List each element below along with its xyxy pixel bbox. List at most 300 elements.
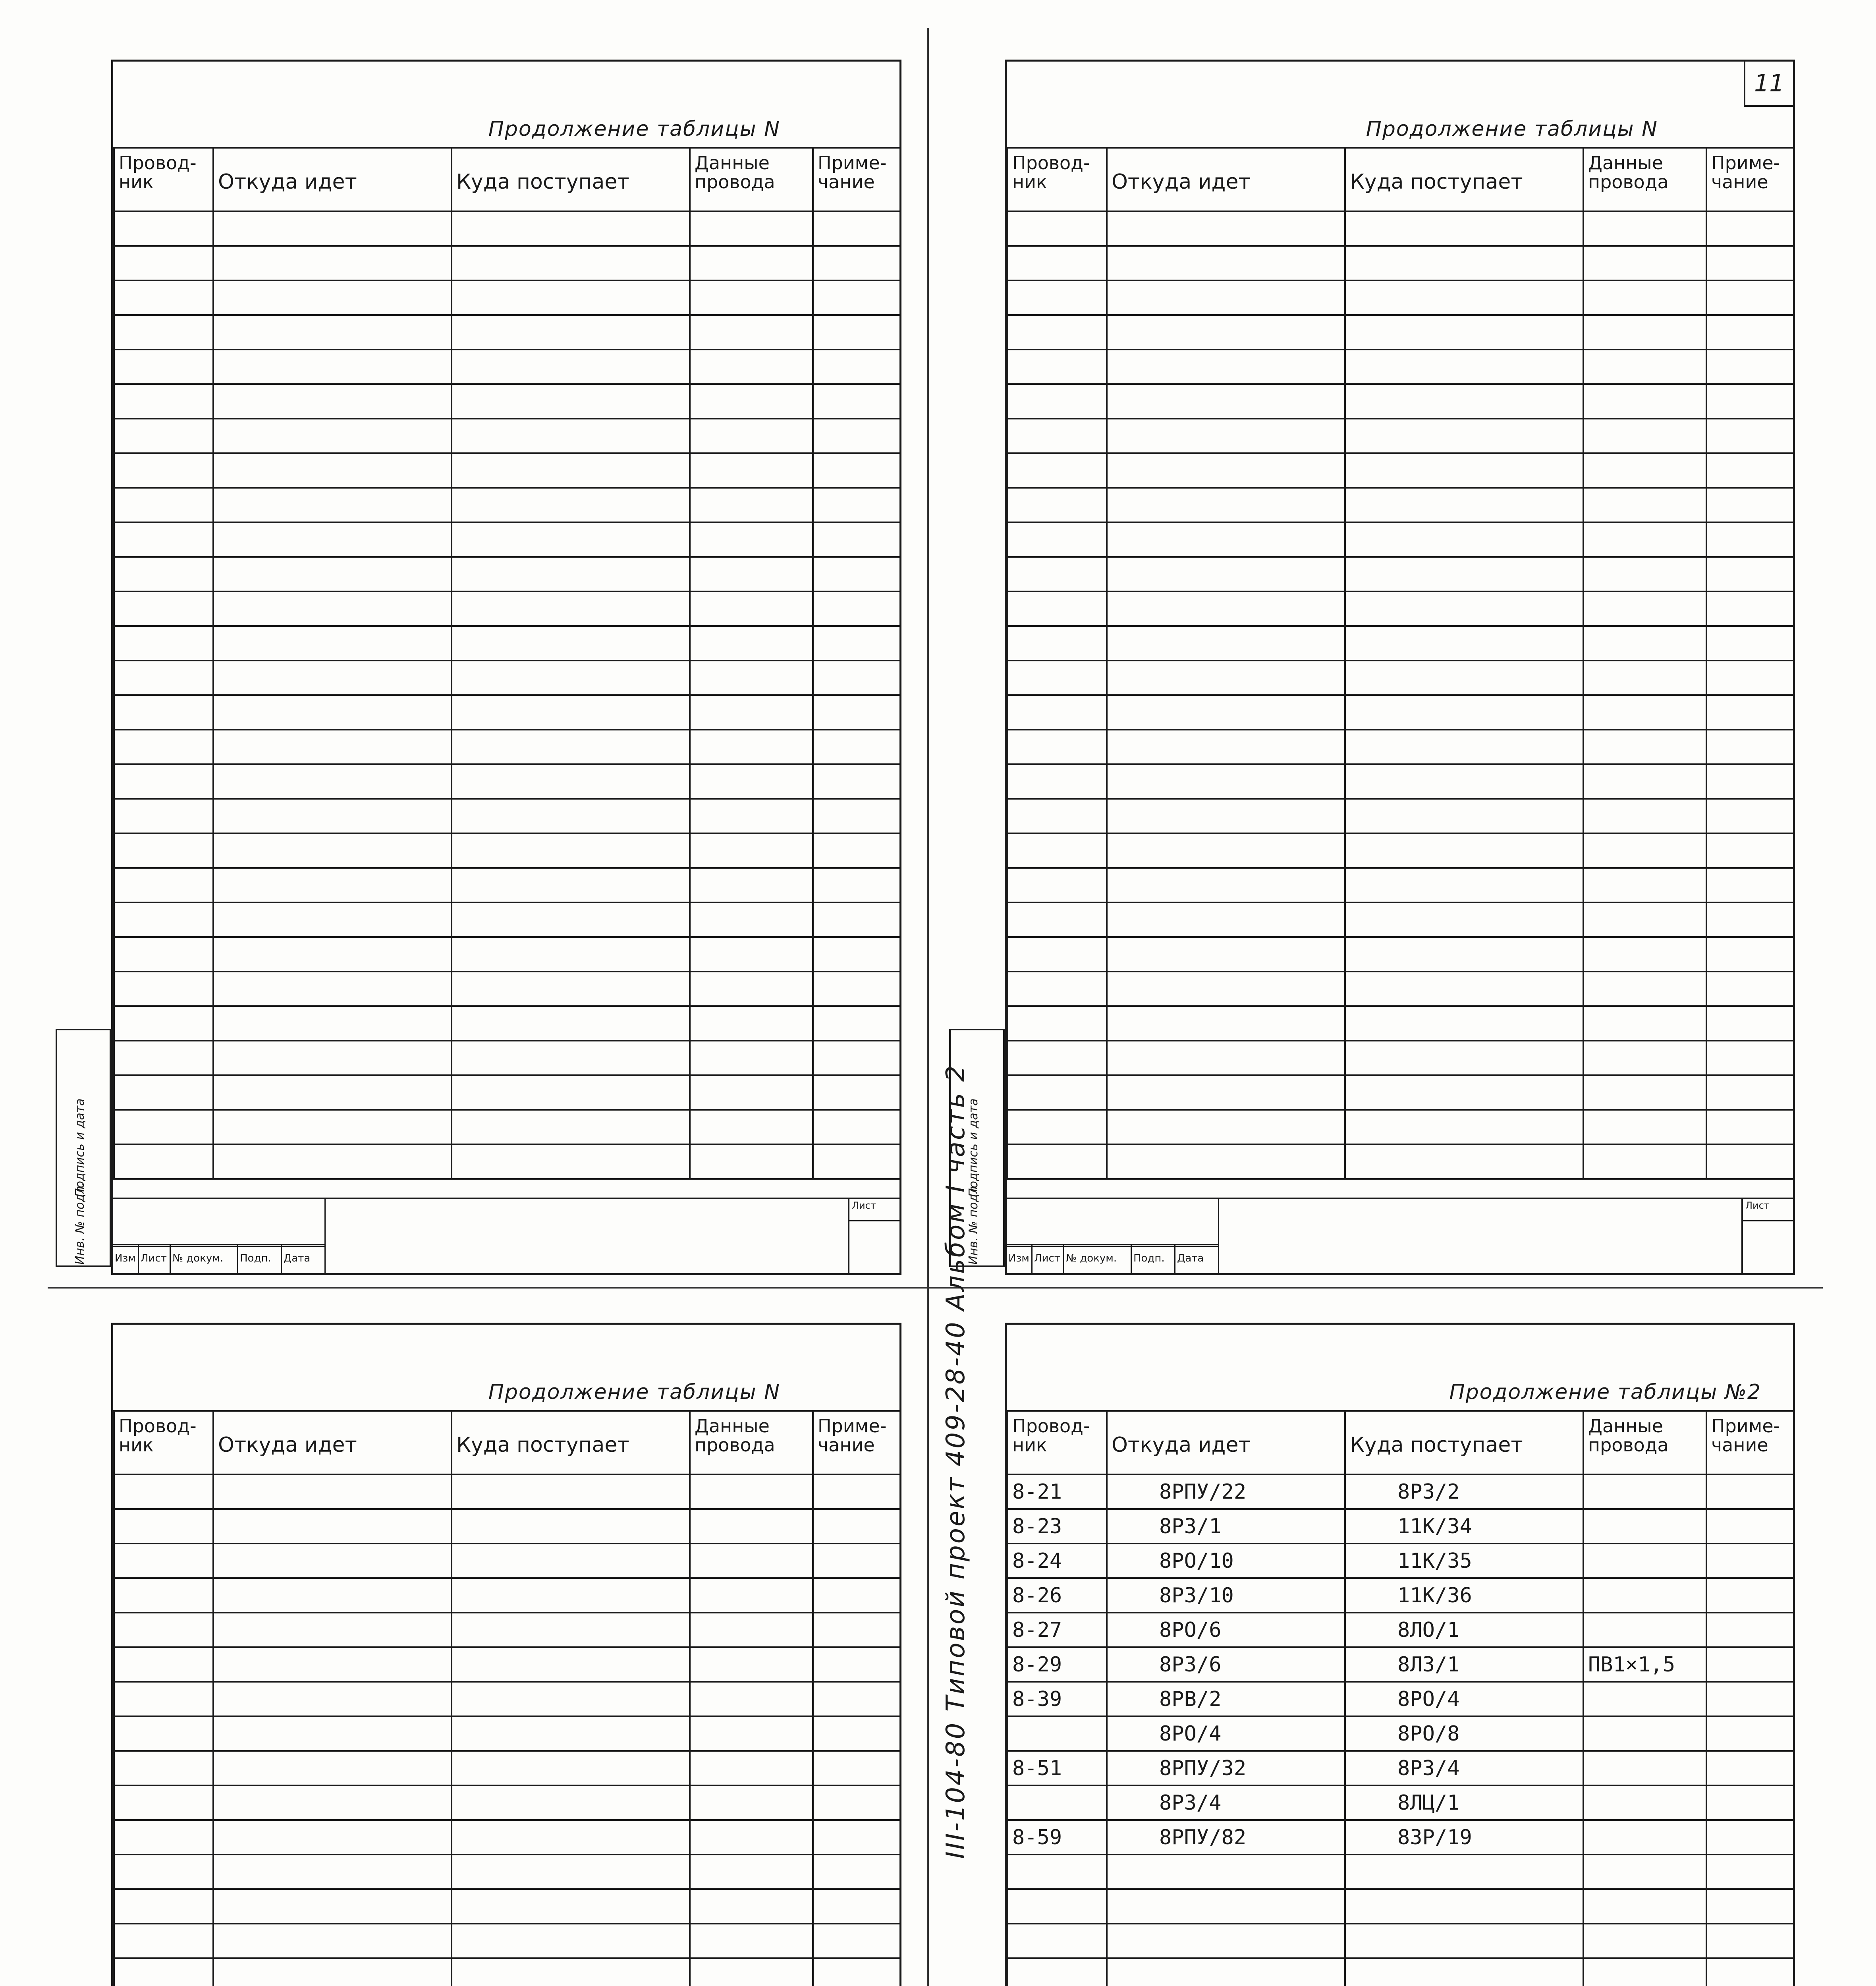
table-cell: [452, 1544, 690, 1578]
table-cell: [1107, 937, 1345, 972]
header-note: Приме-чание: [1706, 148, 1794, 211]
table-cell: [1706, 1682, 1794, 1716]
table-row: [1007, 661, 1794, 695]
table-cell: [1583, 522, 1706, 557]
table-cell: [1107, 972, 1345, 1006]
table-cell: [1583, 1144, 1706, 1179]
table-cell: [1706, 1716, 1794, 1751]
table-cell: 8-51: [1007, 1751, 1107, 1785]
table-cell: [114, 1820, 213, 1855]
table-cell: 8-59: [1007, 1820, 1107, 1855]
label-sign: Подп.: [1132, 1245, 1175, 1273]
table-cell: [114, 211, 213, 246]
table-row: [1007, 1613, 1794, 1647]
table-cell: [213, 764, 452, 799]
table-cell: [452, 419, 690, 453]
table-cell: [690, 1924, 813, 1958]
table-row: [1007, 522, 1794, 557]
table-cell: [813, 384, 900, 419]
table-cell: 8-23: [1007, 1509, 1107, 1544]
table-row: [1007, 1924, 1794, 1958]
table-cell: [114, 350, 213, 384]
table-row: [114, 591, 900, 626]
table-cell: [1706, 280, 1794, 315]
table-row: [114, 1144, 900, 1179]
blank-sheet-top-right: [1005, 60, 1795, 1275]
table-cell: [1583, 1924, 1706, 1958]
table-cell: [690, 1682, 813, 1716]
table-cell: [690, 1474, 813, 1509]
table-cell: [1706, 315, 1794, 350]
table-cell: [1583, 764, 1706, 799]
table-cell: [813, 419, 900, 453]
table-cell: [1706, 626, 1794, 661]
table-cell: [213, 591, 452, 626]
table-cell: [1107, 1006, 1345, 1041]
table-cell: [1007, 488, 1107, 522]
table-cell: [1107, 695, 1345, 730]
table-cell: [1706, 591, 1794, 626]
table-cell: [690, 833, 813, 868]
table-row: [1007, 1751, 1794, 1785]
table-cell: [1706, 384, 1794, 419]
table-row: [114, 1647, 900, 1682]
table-cell: [452, 972, 690, 1006]
table-cell: [114, 902, 213, 937]
table-cell: [1345, 1855, 1583, 1889]
table-cell: [1007, 764, 1107, 799]
header-wire: Провод-ник: [114, 1411, 213, 1474]
table-cell: 8-21: [1007, 1474, 1107, 1509]
table-cell: [1107, 902, 1345, 937]
table-cell: [114, 315, 213, 350]
table-cell: [690, 384, 813, 419]
table-cell: [452, 1144, 690, 1179]
table-cell: [114, 1509, 213, 1544]
table-cell: 8РО/10: [1107, 1544, 1345, 1578]
table-cell: [1583, 1958, 1706, 1986]
table-cell: 8РО/8: [1345, 1716, 1583, 1751]
table-cell: [813, 1613, 900, 1647]
table-cell: 8ЛЦ/1: [1345, 1785, 1583, 1820]
table-cell: [1107, 730, 1345, 764]
table-cell: [1107, 488, 1345, 522]
table-cell: [452, 453, 690, 488]
table-cell: [114, 1144, 213, 1179]
table-cell: [1007, 833, 1107, 868]
table-cell: [452, 1474, 690, 1509]
table-cell: [1583, 1820, 1706, 1855]
table-cell: [114, 246, 213, 280]
table-cell: [114, 764, 213, 799]
table-cell: [213, 557, 452, 591]
table-cell: [1345, 246, 1583, 280]
table-cell: [1345, 419, 1583, 453]
table-cell: [1706, 1889, 1794, 1924]
table-cell: [452, 661, 690, 695]
table-cell: 8Р3/10: [1107, 1578, 1345, 1613]
table-cell: [1583, 1751, 1706, 1785]
table-row: [1007, 315, 1794, 350]
table-cell: [690, 730, 813, 764]
table-cell: ПВ1×1,5: [1583, 1647, 1706, 1682]
table-cell: [1345, 488, 1583, 522]
table-row: [1007, 384, 1794, 419]
table-cell: [1706, 1751, 1794, 1785]
table-cell: [114, 1716, 213, 1751]
table-row: [1007, 280, 1794, 315]
header-from: Откуда идет: [1107, 148, 1345, 211]
table-cell: [213, 1820, 452, 1855]
table-cell: [213, 937, 452, 972]
header-from: Откуда идет: [1107, 1411, 1345, 1474]
table-cell: [1107, 833, 1345, 868]
table-row: [114, 695, 900, 730]
table-cell: [452, 1110, 690, 1144]
table-cell: [813, 1924, 900, 1958]
label-date: Дата: [282, 1245, 326, 1273]
table-cell: [1007, 557, 1107, 591]
table-cell: [1706, 246, 1794, 280]
table-cell: 8-26: [1007, 1578, 1107, 1613]
table-row: [114, 1889, 900, 1924]
table-cell: [690, 695, 813, 730]
side-label-inv: Инв. № подл.: [73, 1182, 87, 1265]
table-cell: [1706, 1006, 1794, 1041]
table-cell: [813, 1682, 900, 1716]
sheet-number-cell: [1741, 1198, 1793, 1273]
table-cell: [452, 799, 690, 833]
table-cell: 8РО/4: [1345, 1682, 1583, 1716]
table-row: [1007, 833, 1794, 868]
table-cell: [114, 280, 213, 315]
table-cell: [1583, 1855, 1706, 1889]
table-cell: 8РО/6: [1107, 1613, 1345, 1647]
table-cell: [1706, 1509, 1794, 1544]
table-cell: [1007, 522, 1107, 557]
table-cell: [1345, 764, 1583, 799]
table-cell: [1345, 833, 1583, 868]
table-cell: [1345, 626, 1583, 661]
table-cell: [452, 1509, 690, 1544]
table-cell: [1007, 972, 1107, 1006]
label-list: Лист: [1033, 1245, 1064, 1273]
table-row: [1007, 1144, 1794, 1179]
table-row: [1007, 591, 1794, 626]
table-cell: [1583, 833, 1706, 868]
table-cell: [452, 246, 690, 280]
table-cell: [114, 1647, 213, 1682]
table-cell: [690, 626, 813, 661]
table-cell: [813, 833, 900, 868]
table-cell: [213, 1474, 452, 1509]
sheet-corner-number: 11: [1744, 62, 1793, 107]
header-wire: Провод-ник: [1007, 1411, 1107, 1474]
table-cell: [1345, 522, 1583, 557]
table-row: [114, 453, 900, 488]
table-cell: [1107, 626, 1345, 661]
table-cell: [452, 522, 690, 557]
table-cell: [213, 453, 452, 488]
table-cell: [1107, 246, 1345, 280]
table-cell: [1706, 522, 1794, 557]
table-cell: 11К/34: [1345, 1509, 1583, 1544]
side-label-sign: Подпись и дата: [73, 1098, 87, 1197]
table-cell: [213, 1110, 452, 1144]
table-cell: [1007, 1889, 1107, 1924]
table-row: [114, 211, 900, 246]
header-wire: Провод-ник: [114, 148, 213, 211]
table-row: [114, 246, 900, 280]
table-title: Продолжение таблицы N: [488, 1380, 780, 1404]
table-cell: [1345, 1958, 1583, 1986]
table-cell: [1345, 315, 1583, 350]
table-cell: [1107, 1958, 1345, 1986]
table-cell: [813, 246, 900, 280]
table-cell: [213, 868, 452, 902]
table-cell: [114, 1889, 213, 1924]
table-cell: 8Р3/4: [1345, 1751, 1583, 1785]
title-block-labels: [113, 1244, 326, 1273]
table-row: [1007, 1820, 1794, 1855]
table-cell: [213, 1716, 452, 1751]
table-cell: [1583, 591, 1706, 626]
table-cell: [213, 419, 452, 453]
table-cell: [452, 1647, 690, 1682]
table-cell: [813, 626, 900, 661]
table-cell: [114, 1958, 213, 1986]
table-cell: [1706, 1041, 1794, 1075]
table-cell: [1107, 1110, 1345, 1144]
table-cell: [1706, 1613, 1794, 1647]
table-cell: 11К/35: [1345, 1544, 1583, 1578]
header-wire: Провод-ник: [1007, 148, 1107, 211]
filled-sheet-bottom-right: [1005, 1323, 1795, 1986]
table-cell: [690, 902, 813, 937]
table-cell: [114, 1855, 213, 1889]
table-cell: [1345, 695, 1583, 730]
table-cell: [213, 280, 452, 315]
table-cell: [1706, 1578, 1794, 1613]
table-cell: [813, 1474, 900, 1509]
label-doc: № докум.: [1064, 1245, 1132, 1273]
table-row: [114, 557, 900, 591]
table-row: [1007, 730, 1794, 764]
table-cell: [114, 730, 213, 764]
table-cell: [452, 384, 690, 419]
table-cell: [452, 1716, 690, 1751]
table-cell: [1583, 1509, 1706, 1544]
table-cell: [213, 1041, 452, 1075]
table-cell: [213, 730, 452, 764]
table-cell: [1007, 1924, 1107, 1958]
table-cell: 8РПУ/82: [1107, 1820, 1345, 1855]
table-cell: [114, 557, 213, 591]
table-cell: [1007, 730, 1107, 764]
table-cell: [1706, 1075, 1794, 1110]
table-cell: [1345, 902, 1583, 937]
table-cell: [813, 591, 900, 626]
table-cell: [1007, 1716, 1107, 1751]
table-cell: [813, 1716, 900, 1751]
horizontal-fold-line: [48, 1287, 1823, 1289]
table-row: [114, 1544, 900, 1578]
table-cell: [690, 937, 813, 972]
table-cell: [1706, 557, 1794, 591]
table-cell: [213, 1144, 452, 1179]
table-cell: [1583, 1578, 1706, 1613]
table-cell: [1345, 868, 1583, 902]
header-note: Приме-чание: [813, 1411, 900, 1474]
table-cell: [1107, 1041, 1345, 1075]
table-cell: [690, 799, 813, 833]
table-cell: [1345, 799, 1583, 833]
table-row: [114, 522, 900, 557]
table-cell: [813, 453, 900, 488]
table-cell: [114, 661, 213, 695]
wire-table-filled: [1007, 1410, 1795, 1986]
table-row: [114, 799, 900, 833]
table-cell: [1583, 350, 1706, 384]
table-cell: [213, 1682, 452, 1716]
table-row: [1007, 1889, 1794, 1924]
table-cell: [690, 1006, 813, 1041]
header-wire-data: Данные провода: [1583, 1411, 1706, 1474]
table-cell: [114, 1474, 213, 1509]
table-row: [1007, 1716, 1794, 1751]
table-cell: [1107, 453, 1345, 488]
table-cell: [114, 695, 213, 730]
table-row: [114, 315, 900, 350]
table-cell: [452, 1613, 690, 1647]
table-cell: [813, 280, 900, 315]
table-row: [114, 1785, 900, 1820]
table-cell: [114, 626, 213, 661]
table-row: [1007, 1785, 1794, 1820]
table-row: [114, 972, 900, 1006]
table-row: [1007, 211, 1794, 246]
table-cell: 8Р3/4: [1107, 1785, 1345, 1820]
table-cell: [1706, 1855, 1794, 1889]
table-cell: [813, 1647, 900, 1682]
table-cell: [1107, 211, 1345, 246]
header-to: Куда поступает: [452, 148, 690, 211]
table-cell: [1706, 419, 1794, 453]
table-cell: 8РПУ/22: [1107, 1474, 1345, 1509]
table-cell: [1107, 1855, 1345, 1889]
header-wire-data: Данные провода: [690, 148, 813, 211]
table-cell: [114, 453, 213, 488]
table-cell: [1007, 937, 1107, 972]
table-cell: [1583, 1785, 1706, 1820]
table-cell: [452, 591, 690, 626]
table-cell: [114, 488, 213, 522]
table-cell: [114, 868, 213, 902]
table-cell: [114, 1785, 213, 1820]
header-to: Куда поступает: [1345, 148, 1583, 211]
table-cell: [1583, 384, 1706, 419]
table-cell: [213, 1924, 452, 1958]
table-cell: [114, 799, 213, 833]
table-cell: [690, 315, 813, 350]
table-cell: [1345, 1144, 1583, 1179]
table-cell: [813, 1855, 900, 1889]
table-row: [114, 1751, 900, 1785]
table-cell: [1345, 211, 1583, 246]
table-cell: [1583, 626, 1706, 661]
table-cell: [1583, 557, 1706, 591]
table-cell: [1007, 453, 1107, 488]
table-cell: [690, 1785, 813, 1820]
table-cell: [1007, 384, 1107, 419]
table-cell: [213, 799, 452, 833]
table-cell: [1706, 350, 1794, 384]
table-row: [1007, 695, 1794, 730]
side-label-sign: Подпись и дата: [967, 1098, 980, 1197]
table-cell: [1107, 315, 1345, 350]
table-cell: [114, 937, 213, 972]
wire-table: [1007, 147, 1795, 1180]
table-cell: [690, 868, 813, 902]
table-cell: [1583, 902, 1706, 937]
table-cell: [1345, 591, 1583, 626]
table-cell: [690, 280, 813, 315]
table-cell: [813, 799, 900, 833]
table-row: [1007, 488, 1794, 522]
table-cell: [1107, 868, 1345, 902]
table-cell: [690, 1716, 813, 1751]
sheet-label: Лист: [1743, 1198, 1793, 1221]
table-cell: [1007, 1041, 1107, 1075]
table-cell: [1706, 1144, 1794, 1179]
table-cell: [690, 1751, 813, 1785]
table-cell: [114, 1924, 213, 1958]
table-cell: [1007, 1855, 1107, 1889]
header-wire-data: Данные провода: [690, 1411, 813, 1474]
table-cell: [1583, 937, 1706, 972]
table-cell: [1007, 350, 1107, 384]
table-cell: [1007, 695, 1107, 730]
table-cell: [813, 868, 900, 902]
table-cell: [452, 1041, 690, 1075]
table-cell: 8-39: [1007, 1682, 1107, 1716]
table-cell: [114, 1075, 213, 1110]
table-cell: [1583, 1041, 1706, 1075]
table-cell: [1583, 1474, 1706, 1509]
table-cell: [1345, 1889, 1583, 1924]
table-cell: [452, 1924, 690, 1958]
header-from: Откуда идет: [213, 1411, 452, 1474]
table-cell: [452, 557, 690, 591]
table-row: [1007, 937, 1794, 972]
table-cell: [690, 1820, 813, 1855]
table-cell: [690, 1075, 813, 1110]
table-row: [1007, 246, 1794, 280]
table-cell: [213, 1958, 452, 1986]
table-cell: [690, 1144, 813, 1179]
side-stamp-top-left: [56, 1029, 111, 1267]
table-cell: [813, 1110, 900, 1144]
table-row: [114, 419, 900, 453]
table-row: [1007, 799, 1794, 833]
table-cell: [213, 1006, 452, 1041]
wire-table: [113, 1410, 901, 1986]
table-cell: [690, 522, 813, 557]
table-cell: [1107, 350, 1345, 384]
table-cell: [452, 1855, 690, 1889]
table-cell: [213, 1785, 452, 1820]
table-cell: [1345, 280, 1583, 315]
